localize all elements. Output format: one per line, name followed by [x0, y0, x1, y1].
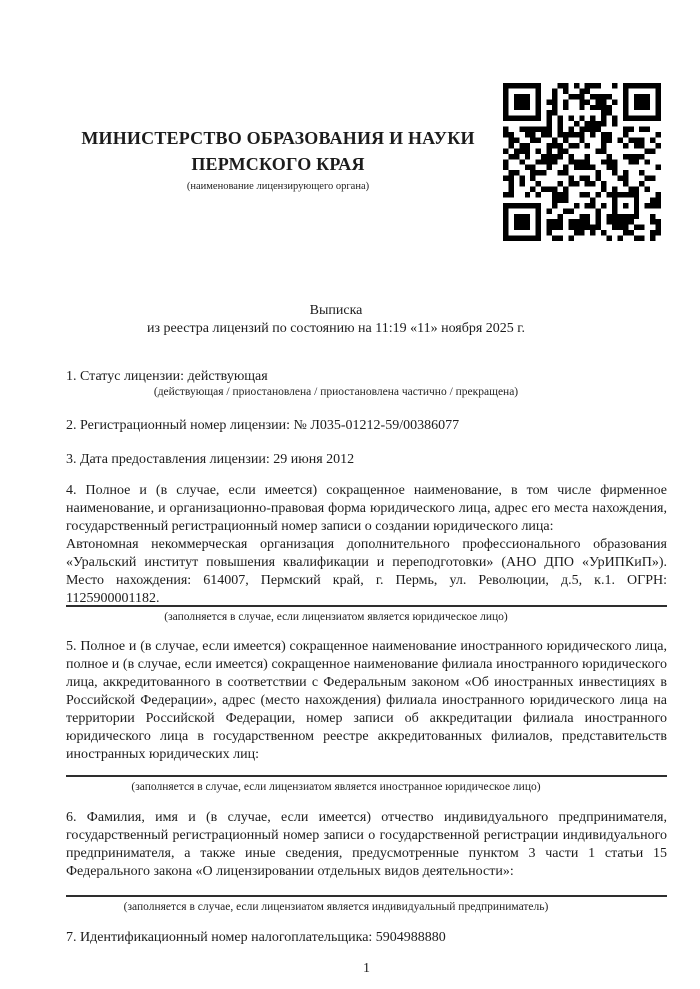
item-3-license-date: 3. Дата предоставления лицензии: 29 июня 2012	[66, 452, 355, 467]
item-1-note: (действующая / приостановлена / приостановлена частично / прекращена)	[153, 386, 519, 398]
item-2-registration-number: 2. Регистрационный номер лицензии: № Л035-01212-59/00386077	[66, 418, 460, 433]
item-5-note: (заполняется в случае, если лицензиатом является иностранное юридическое лицо)	[131, 781, 541, 793]
licensing-authority-header	[66, 125, 490, 194]
item-4-legal-entity	[66, 482, 667, 608]
item-4-note: (заполняется в случае, если лицензиатом является юридическое лицо)	[164, 611, 508, 623]
item-5-foreign-entity: 5. Полное и (в случае, если имеется) сокращенное наименование иностранного юридического лица, полное и (в случае, если имеется) сокращенное наименование филиала иностранного юридического лица, аккредитованного в соответствии с Федеральным законом «Об иностранных инвестициях в Российской Федерации», адрес (место нахождения) филиала иностранного юридического лица на территории Российской Федерации, номер записи об аккредитации филиала иностранного юридического лица в государственном реестре аккредитованных филиалов, представительств иностранных юридических лиц:	[66, 639, 667, 762]
document-title-line2: из реестра лицензий по состоянию на 11:19 «11» ноября 2025 г.	[147, 321, 525, 336]
item-5-underline	[66, 775, 667, 777]
document-title-line1: Выписка	[309, 303, 363, 318]
item-4-value: Автономная некоммерческая организация дополнительного профессионального образования «Уральский институт повышения квалификации и переподготовки» (АНО ДПО «УрИПКиП»). Место нахождения: 614007, Пермский край, г. Пермь, ул. Революции, д.5, к.1. ОГРН: 1125900001182.	[66, 537, 667, 606]
item-4-label: 4. Полное и (в случае, если имеется) сокращенное наименование, в том числе фирменное наименование, и организационно-правовая форма юридического лица, адрес его места нахождения, государственный регистрационный номер записи о создании юридического лица:	[66, 483, 667, 534]
authority-caption: (наименование лицензирующего органа)	[186, 181, 370, 192]
item-7-taxpayer-number: 7. Идентификационный номер налогоплательщика: 5904988880	[66, 930, 446, 945]
item-6-note: (заполняется в случае, если лицензиатом является индивидуальный предприниматель)	[123, 901, 549, 913]
item-6-individual-entrepreneur: 6. Фамилия, имя и (в случае, если имеется) отчество индивидуального предпринимателя, государственный регистрационный номер записи о государственной регистрации индивидуального предпринимателя, а также иные сведения, предусмотренные пунктом 3 части 1 статьи 15 Федерального закона «О лицензировании отдельных видов деятельности»:	[66, 810, 667, 879]
page-number: 1	[363, 961, 370, 976]
item-1-license-status: 1. Статус лицензии: действующая	[66, 369, 268, 384]
authority-name-line2: ПЕРМСКОГО КРАЯ	[191, 154, 365, 174]
item-6-underline	[66, 895, 667, 897]
document-content	[66, 0, 667, 978]
document-title	[66, 302, 606, 338]
authority-name-line1: МИНИСТЕРСТВО ОБРАЗОВАНИЯ И НАУКИ	[81, 128, 475, 148]
